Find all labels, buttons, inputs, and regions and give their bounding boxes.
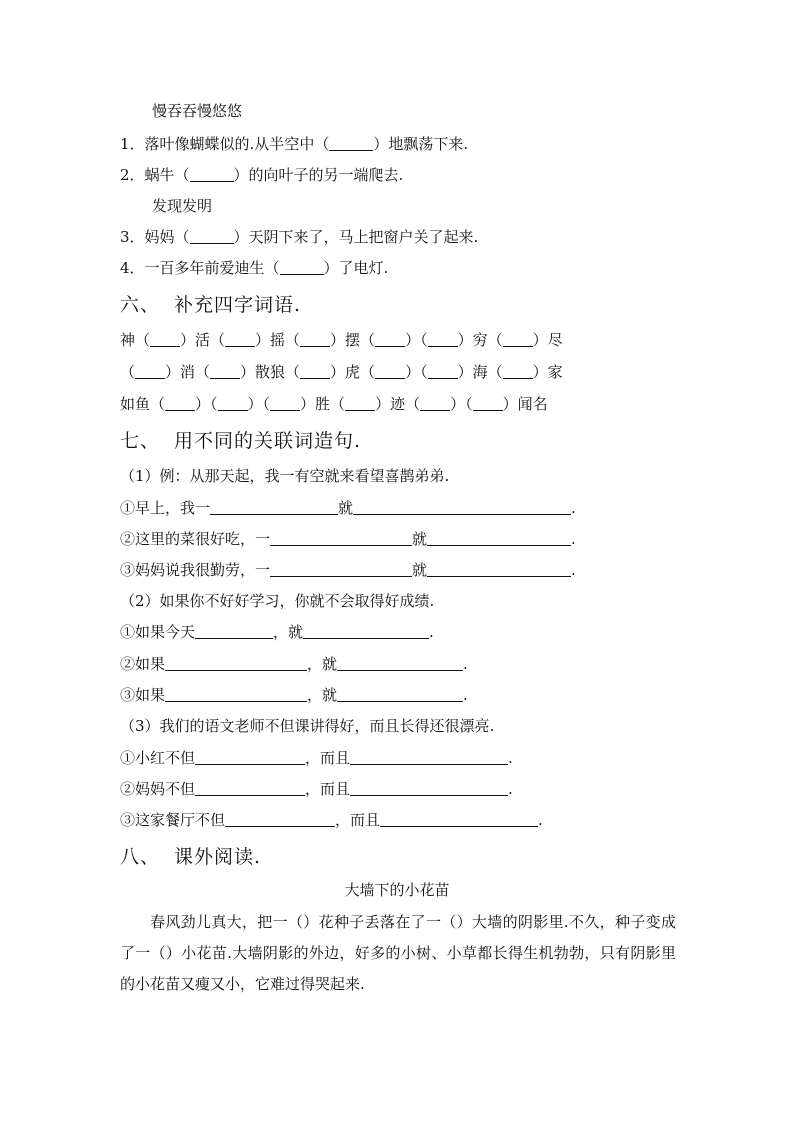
example-3: （3）我们的语文老师不但课讲得好，而且长得还很漂亮. xyxy=(120,717,495,735)
answer-blank[interactable] xyxy=(329,135,373,151)
sentence-blank[interactable] xyxy=(350,749,508,765)
idiom-blank[interactable] xyxy=(225,331,255,347)
sentence-blank[interactable] xyxy=(225,811,335,827)
sentence-blank[interactable] xyxy=(195,780,305,796)
sentence-1-3: ③妈妈说我很勤劳，一 就 . xyxy=(120,561,576,579)
sentence-blank[interactable] xyxy=(270,530,412,546)
sentence-2-3: ③如果 ，就 . xyxy=(120,686,468,704)
sentence-blank[interactable] xyxy=(337,686,463,702)
sentence-3-1: ①小红不但 ，而且 . xyxy=(120,749,513,767)
question-2: 2．蜗牛（ ）的向叶子的另一端爬去. xyxy=(120,166,404,184)
sentence-blank[interactable] xyxy=(337,655,463,671)
idiom-blank[interactable] xyxy=(300,331,330,347)
reading-title: 大墙下的小花苗 xyxy=(344,881,450,899)
idiom-blank[interactable] xyxy=(428,331,458,347)
sentence-blank[interactable] xyxy=(195,749,305,765)
sentence-blank[interactable] xyxy=(427,530,571,546)
section-7-heading: 七、 用不同的关联词造句. xyxy=(120,430,362,452)
idiom-blank[interactable] xyxy=(375,331,405,347)
idiom-blank[interactable] xyxy=(473,395,503,411)
word-bank-2: 发现发明 xyxy=(152,197,213,215)
idiom-blank[interactable] xyxy=(150,331,180,347)
idiom-blank[interactable] xyxy=(345,395,375,411)
idiom-blank[interactable] xyxy=(420,395,450,411)
idiom-blank[interactable] xyxy=(375,363,405,379)
word-bank-1: 慢吞吞慢悠悠 xyxy=(152,102,243,120)
idiom-blank[interactable] xyxy=(135,363,165,379)
sentence-blank[interactable] xyxy=(303,623,429,639)
idiom-blank[interactable] xyxy=(270,395,300,411)
sentence-blank[interactable] xyxy=(165,686,307,702)
idiom-blank[interactable] xyxy=(503,363,533,379)
section-8-heading: 八、 课外阅读. xyxy=(120,846,262,868)
sentence-2-1: ①如果今天 ，就 . xyxy=(120,623,434,641)
example-2: （2）如果你不好好学习，你就不会取得好成绩. xyxy=(120,592,435,610)
sentence-blank[interactable] xyxy=(353,499,571,515)
answer-blank[interactable] xyxy=(190,166,234,182)
idiom-row-2: （ ）消（ ）散狼（ ）虎（ ）（ ）海（ ）家 xyxy=(120,363,563,381)
sentence-blank[interactable] xyxy=(270,561,412,577)
sentence-3-2: ②妈妈不但 ，而且 . xyxy=(120,780,513,798)
sentence-2-2: ②如果 ，就 . xyxy=(120,655,468,673)
idiom-blank[interactable] xyxy=(210,363,240,379)
idiom-blank[interactable] xyxy=(428,363,458,379)
sentence-1-2: ②这里的菜很好吃，一 就 . xyxy=(120,530,576,548)
reading-paragraph: 春风劲儿真大，把一（）花种子丢落在了一（）大墙的阴影里.不久，种子变成了一（）小花苗.大墙阴影的外边，好多的小树、小草都长得生机勃勃，只有阴影里的小花苗又瘦又小，它难过得哭起来. xyxy=(120,913,676,993)
idiom-blank[interactable] xyxy=(300,363,330,379)
sentence-blank[interactable] xyxy=(210,499,338,515)
sentence-blank[interactable] xyxy=(350,780,508,796)
example-1: （1）例：从那天起，我一有空就来看望喜鹊弟弟. xyxy=(120,467,450,485)
sentence-blank[interactable] xyxy=(427,561,571,577)
sentence-blank[interactable] xyxy=(380,811,538,827)
sentence-3-3: ③这家餐厅不但 ，而且 . xyxy=(120,811,543,829)
sentence-1-1: ①早上，我一 就 . xyxy=(120,499,576,517)
question-4: 4．一百多年前爱迪生（ ）了电灯. xyxy=(120,259,389,277)
answer-blank[interactable] xyxy=(190,228,234,244)
sentence-blank[interactable] xyxy=(195,623,273,639)
question-3: 3．妈妈（ ）天阴下来了，马上把窗户关了起来. xyxy=(120,228,479,246)
idiom-blank[interactable] xyxy=(503,331,533,347)
idiom-row-1: 神（ ）活（ ）摇（ ）摆（ ）（ ）穷（ ）尽 xyxy=(120,331,563,349)
question-1: 1．落叶像蝴蝶似的.从半空中（ ）地飘荡下来. xyxy=(120,135,469,153)
idiom-blank[interactable] xyxy=(165,395,195,411)
idiom-row-3: 如鱼（ ）（ ）（ ）胜（ ）迹（ ）（ ）闻名 xyxy=(120,395,548,413)
sentence-blank[interactable] xyxy=(165,655,307,671)
section-6-heading: 六、 补充四字词语. xyxy=(120,294,302,316)
answer-blank[interactable] xyxy=(280,259,324,275)
idiom-blank[interactable] xyxy=(218,395,248,411)
